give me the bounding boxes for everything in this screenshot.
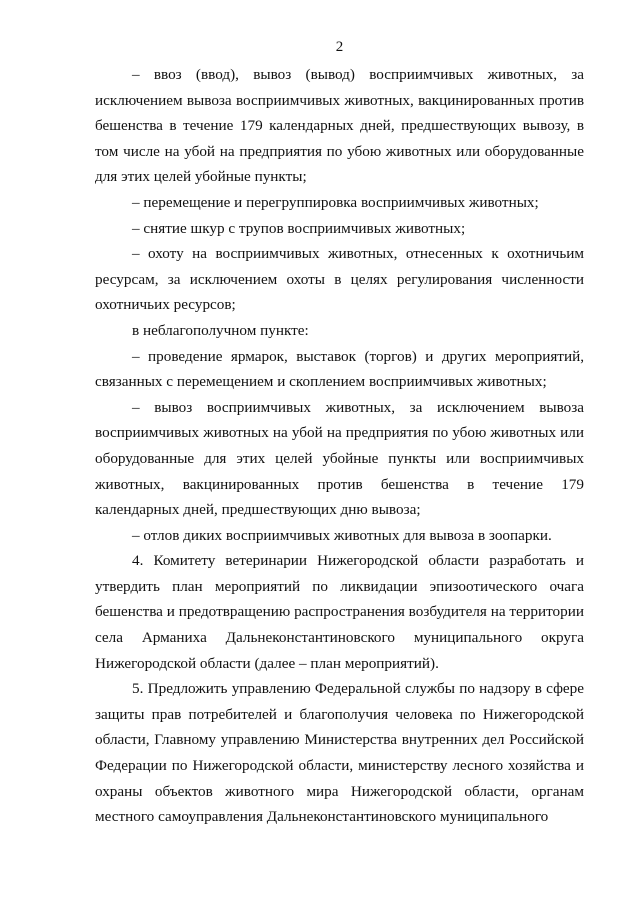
paragraph-infected-area-heading: в неблагополучном пункте: — [132, 321, 309, 339]
paragraph-export-ban: – вывоз восприимчивых животных, за исключением вывоза восприимчивых животных на убой на предприятия по убою животных или оборудованные для этих целей убойные пункты или восприимчивых животных, вакцинированных против бешенства в течение 179 календарных дней, предшествующих дню вывоза; — [95, 398, 584, 519]
paragraph-item-4: 4. Комитету ветеринарии Нижегородской области разработать и утвердить план мероприятий по ликвидации эпизоотического очага бешенства и предотвращению распространения возбудителя на территории села Арманиха Дальнеконстантиновского муниципального округа Нижегородской области (далее – план мероприятий). — [95, 552, 584, 672]
paragraph-movement-ban: – перемещение и перегруппировка восприимчивых животных; — [132, 193, 539, 211]
paragraph-fairs-ban: – проведение ярмарок, выставок (торгов) и других мероприятий, связанных с перемещением и скоплением восприимчивых животных; — [95, 347, 584, 391]
paragraph-skinning-ban: – снятие шкур с трупов восприимчивых животных; — [132, 219, 466, 237]
paragraph-item-5: 5. Предложить управлению Федеральной службы по надзору в сфере защиты прав потребителей и благополучия человека по Нижегородской области, Главному управлению Министерства внутренних дел Российской Федерации по Нижегородской области, министерству лесного хозяйства и охраны объектов животного мира Нижегородской области, органам местного самоуправления Дальнеконстантиновского муниципального — [95, 680, 584, 826]
document-body — [95, 62, 584, 830]
page-number: 2 — [335, 39, 344, 55]
paragraph-hunting-ban: – охоту на восприимчивых животных, отнесенных к охотничьим ресурсам, за исключением охоты в целях регулирования численности охотничьих ресурсов; — [95, 245, 584, 314]
paragraph-import-export-ban: – ввоз (ввод), вывоз (вывод) восприимчивых животных, за исключением вывоза восприимчивых животных, вакцинированных против бешенства в течение 179 календарных дней, предшествующих вывозу, в том числе на убой на предприятия по убою животных или оборудованные для этих целей убойные пункты; — [95, 66, 584, 186]
paragraph-capture-ban: – отлов диких восприимчивых животных для вывоза в зоопарки. — [132, 526, 552, 544]
